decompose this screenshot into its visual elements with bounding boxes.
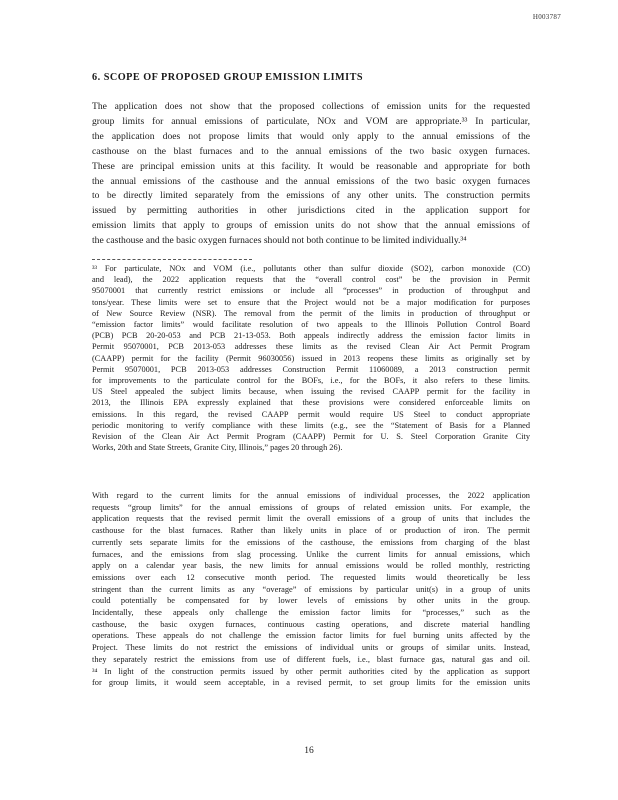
text-line: the annual emissions of the casthouse and the annual emissions of the two basic oxygen furnaces <box>92 175 530 187</box>
footnote-continuation <box>92 490 530 689</box>
footnote-line: requests “group limits” for the annual emissions of groups of related emission units. For example, the <box>92 502 530 512</box>
footnote-line: Project. These limits do not restrict the emissions of individual units or groups of similar units. Instead, <box>92 643 530 653</box>
footnote-separator <box>92 259 252 260</box>
footnote-line: casthouse for the blast furnaces. Rather than likely units in place of or production of iron. The permit <box>92 526 530 536</box>
footnote-line: Revision of the Clean Air Act Permit Program (CAAPP) Permit for U. S. Steel Corporation Granite City <box>92 432 530 442</box>
footnote-line: emissions over each 12 consecutive month period. The requested limits would theoretically be less <box>92 572 530 582</box>
footnote-line: periodic monitoring to verify compliance with these limits (e.g., see the “Statement of Basis for a Planned <box>92 420 530 430</box>
text-line: casthouse on the blast furnaces and to the annual emissions of the two basic oxygen furnaces. <box>92 145 530 157</box>
footnote-line: stringent than the current limits as any “overage” of emissions by particular unit(s) in a group of units <box>92 584 530 594</box>
footnote-line: emissions. In this regard, the revised CAAPP permit would require US Steel to conduct appropriate <box>92 409 530 419</box>
text-line: issued by permitting authorities in other jurisdictions cited in the application support for <box>92 205 530 217</box>
text-line: the application does not propose limits that would only apply to the annual emissions of the <box>92 130 530 142</box>
text-line: group limits for annual emissions of particulate, NOx and VOM are appropriate.³³ In particular, <box>92 115 530 127</box>
text-line: the casthouse and the basic oxygen furnaces should not both continue to be limited individually.³⁴ <box>92 235 467 247</box>
footnote-line: furnaces, and the emissions from slag processing. Unlike the current limits for annual emissions, which <box>92 549 530 559</box>
footnote-line: currently sets separate limits for the emissions of the casthouse, the emissions from charging of the blast <box>92 537 530 547</box>
footnote-line: operations. These appeals do not challenge the emission factor limits for fuel burning units affected by the <box>92 631 530 641</box>
document-id: H003787 <box>532 13 561 21</box>
footnote-line: Works, 20th and State Streets, Granite City, Illinois,” pages 20 through 26). <box>92 443 343 453</box>
footnote-line: 2013, the Illinois EPA expressly explained that these provisions were considered enforceable limits on <box>92 398 530 408</box>
section-heading: 6. SCOPE OF PROPOSED GROUP EMISSION LIMITS <box>92 72 364 83</box>
footnote-line: Permit 95070001, PCB 2013-053 addresses these limits as the revised Clean Air Act Permit Program <box>92 342 530 352</box>
footnote-line: they separately restrict the emissions from use of different fuels, i.e., blast furnace gas, natural gas and oil. <box>92 654 530 664</box>
footnote-33 <box>92 263 530 453</box>
footnote-line: apply on a calendar year basis, the new limits for annual emissions would be rolled monthly, restricting <box>92 561 530 571</box>
footnote-line: application requests that the revised permit limit the overall emissions of a group of units that includes the <box>92 514 530 524</box>
footnote-34-line: ³⁴ In light of the construction permits issued by other permit authorities cited by the application as support <box>92 666 530 676</box>
footnote-line: for improvements to the particulate control for the BOFs, i.e., for the BOFs, it also refers to these limits. <box>92 376 530 386</box>
footnote-line: ³³ For particulate, NOx and VOM (i.e., pollutants other than sulfur dioxide (SO2), carbon monoxide (CO) <box>92 264 530 273</box>
footnote-line: Permit 95070001, PCB 2013-053 addresses Construction Permit 11060089, a 2013 construction permit <box>92 364 530 374</box>
footnote-line: casthouse, the basic oxygen furnaces, continuous casting operations, and discrete material handling <box>92 619 530 629</box>
body-paragraph <box>92 100 530 249</box>
page-number: 16 <box>304 746 314 756</box>
text-line: to be directly limited separately from the emissions of any other units. The construction permits <box>92 190 530 202</box>
footnote-line: tons/year. These limits were set to ensure that the Project would not be a major modification for purposes <box>92 297 530 307</box>
footnote-line: Incidentally, these appeals only challenge the emission factor limits for “processes,” such as the <box>92 608 530 618</box>
footnote-line: (CAAPP) permit for the facility (Permit 96030056) issued in 2013 reopens these limits as originally set by <box>92 353 530 363</box>
text-line: The application does not show that the proposed collections of emission units for the requested <box>92 101 530 112</box>
footnote-34-line: for group limits, it would seem acceptable, in a revised permit, to set group limits for the emission units <box>92 678 530 688</box>
footnote-line: “emission factor limits” would facilitate resolution of two appeals to the Illinois Pollution Control Board <box>92 320 530 330</box>
footnote-line: could potentially be compensated for by lower levels of emissions by other units in the group. <box>92 596 530 606</box>
footnote-line: and lead), the 2022 application requests that the “overall control cost” be the provision in Permit <box>92 275 530 285</box>
footnote-line: (PCB) PCB 20-20-053 and PCB 21-13-053. Both appeals indirectly address the emission factor limits in <box>92 331 530 341</box>
footnote-line: of New Source Review (NSR). The removal from the permit of the limits in production of throughput or <box>92 308 530 318</box>
footnote-line: 95070001 that currently restrict emissions or include all “processes” in production of throughput and <box>92 286 530 296</box>
footnote-line: With regard to the current limits for the annual emissions of individual processes, the 2022 application <box>92 491 530 500</box>
text-line: emission limits that apply to groups of emission units do not show that the annual emissions of <box>92 220 530 232</box>
footnote-line: US Steel appealed the subject limits because, when issuing the revised CAAPP permit for the facility in <box>92 387 530 397</box>
text-line: These are principal emission units at this facility. It would be reasonable and appropriate for both <box>92 160 530 172</box>
